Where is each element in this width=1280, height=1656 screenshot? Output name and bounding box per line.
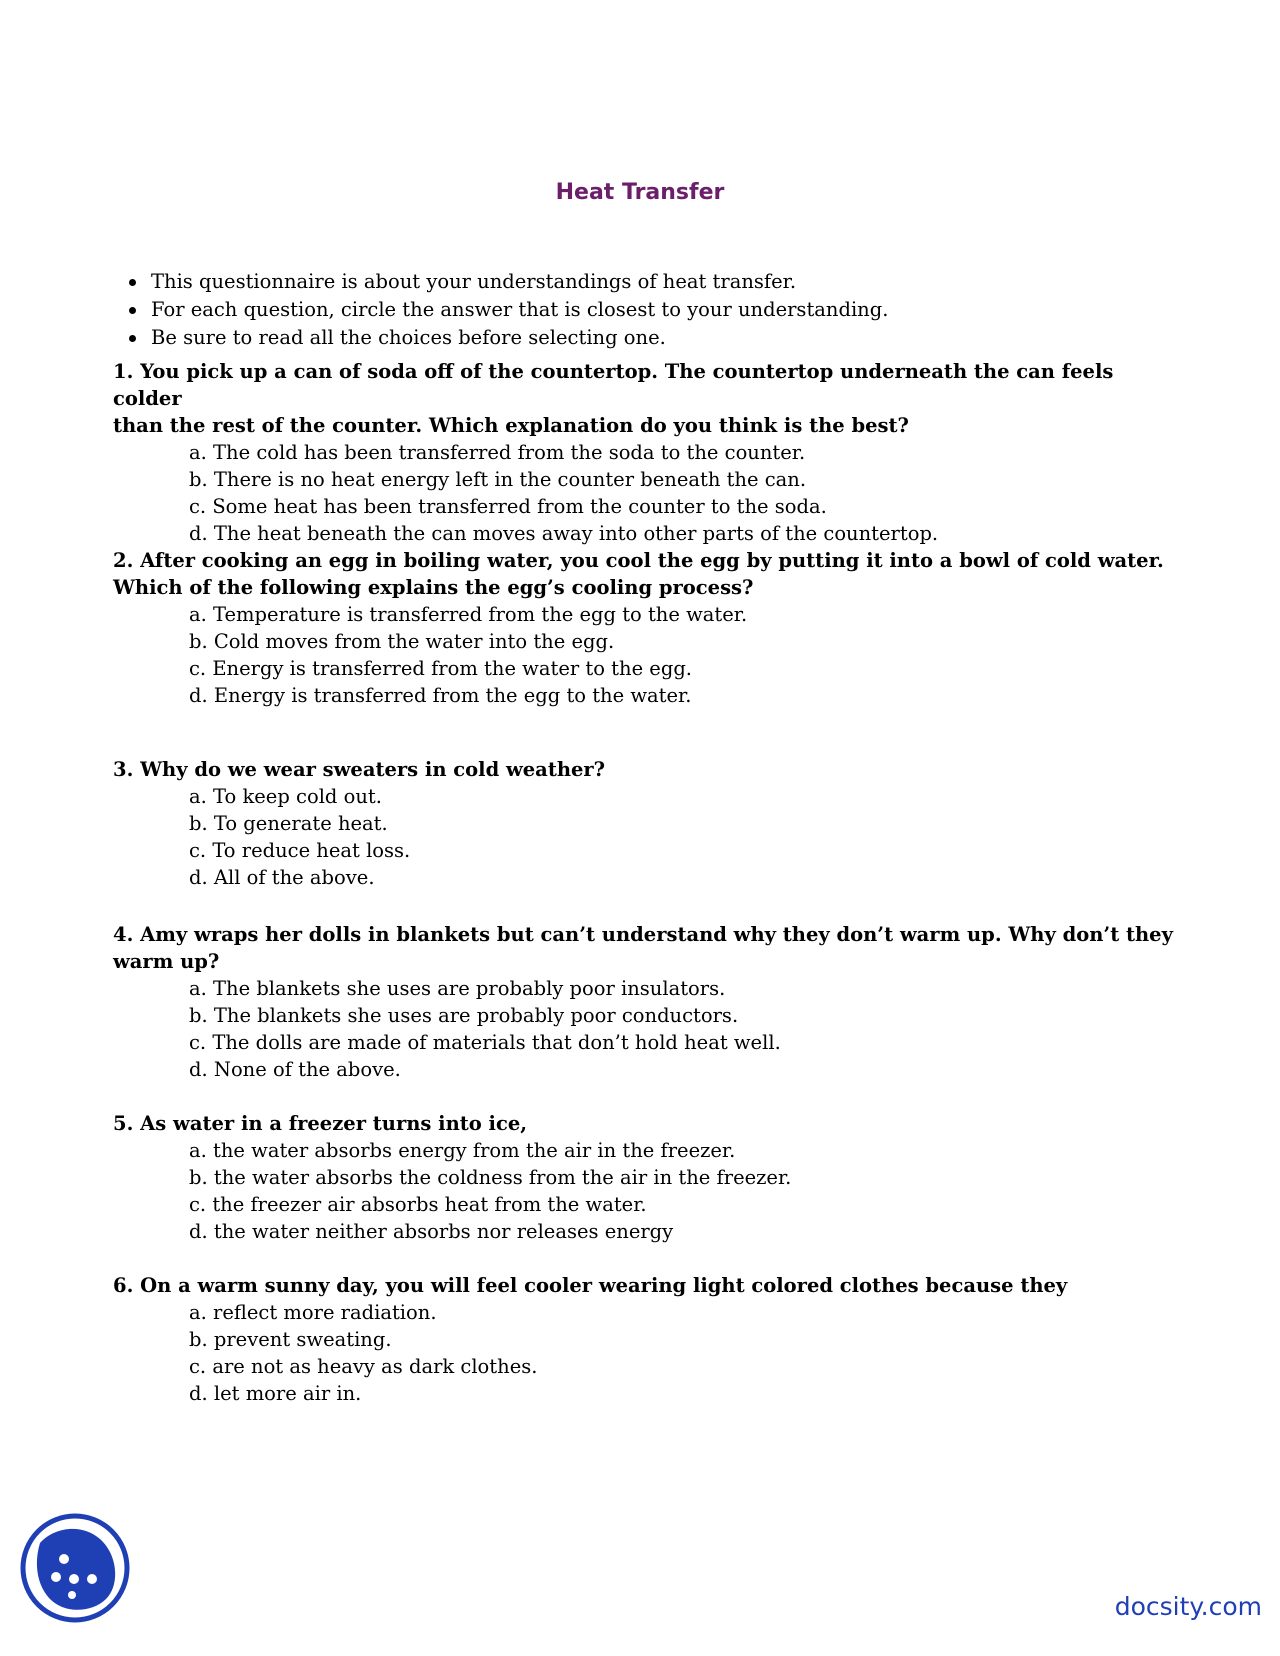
page-title: Heat Transfer [555,180,725,205]
question-stem: 1. You pick up a can of soda off of the countertop. The countertop underneath the can feels colder than the rest of the counter. Which explanation do you think is the best? [113,360,1114,437]
instruction-item: Be sure to read all the choices before selecting one. [129,324,888,352]
answer-option[interactable]: c. Energy is transferred from the water to the egg. [189,657,693,680]
answer-option[interactable]: c. The dolls are made of materials that don’t hold heat well. [189,1031,781,1054]
instructions-list [129,268,888,352]
question-stem: 5. As water in a freezer turns into ice, [113,1112,528,1135]
answer-option[interactable]: d. Energy is transferred from the egg to the water. [189,684,692,707]
answer-option[interactable]: a. The cold has been transferred from the soda to the counter. [189,441,806,464]
answer-options [113,439,1173,547]
answer-option[interactable]: b. There is no heat energy left in the counter beneath the can. [189,468,807,491]
question-2 [113,547,1173,709]
answer-option[interactable]: c. To reduce heat loss. [189,839,411,862]
question-stem: 6. On a warm sunny day, you will feel cooler wearing light colored clothes because they [113,1274,1068,1297]
answer-option[interactable]: a. the water absorbs energy from the air in the freezer. [189,1139,736,1162]
answer-option[interactable]: c. the freezer air absorbs heat from the water. [189,1193,647,1216]
docsity-logo-icon [20,1513,130,1623]
question-3 [113,756,1173,891]
answer-option[interactable]: b. Cold moves from the water into the egg. [189,630,615,653]
answer-option[interactable]: b. the water absorbs the coldness from the air in the freezer. [189,1166,792,1189]
answer-option[interactable]: a. Temperature is transferred from the egg to the water. [189,603,748,626]
docsity-logo-icon[interactable] [20,1513,130,1623]
answer-option[interactable]: d. All of the above. [189,866,375,889]
question-5 [113,1110,1173,1245]
question-6 [113,1272,1173,1407]
answer-options [113,601,1173,709]
answer-option[interactable]: c. are not as heavy as dark clothes. [189,1355,538,1378]
brand-link[interactable]: docsity.com [1114,1592,1262,1621]
answer-option[interactable]: a. reflect more radiation. [189,1301,437,1324]
answer-options [113,783,1173,891]
answer-option[interactable]: b. To generate heat. [189,812,388,835]
answer-options [113,975,1173,1083]
answer-option[interactable]: b. The blankets she uses are probably poor conductors. [189,1004,739,1027]
answer-option[interactable]: d. None of the above. [189,1058,401,1081]
answer-option[interactable]: c. Some heat has been transferred from the counter to the soda. [189,495,827,518]
instruction-item: For each question, circle the answer that is closest to your understanding. [129,296,888,324]
answer-option[interactable]: b. prevent sweating. [189,1328,392,1351]
answer-option[interactable]: d. the water neither absorbs nor releases energy [189,1220,674,1243]
answer-option[interactable]: d. let more air in. [189,1382,362,1405]
answer-options [113,1137,1173,1245]
question-stem: 3. Why do we wear sweaters in cold weather? [113,758,606,781]
answer-option[interactable]: d. The heat beneath the can moves away into other parts of the countertop. [189,522,939,545]
answer-options [113,1299,1173,1407]
instruction-item: This questionnaire is about your understandings of heat transfer. [129,268,888,296]
answer-option[interactable]: a. To keep cold out. [189,785,382,808]
question-stem: 2. After cooking an egg in boiling water, you cool the egg by putting it into a bowl of cold water. Which of the following explains the egg’s cooling process? [113,549,1164,599]
answer-option[interactable]: a. The blankets she uses are probably poor insulators. [189,977,726,1000]
question-4 [113,921,1173,1083]
question-1 [113,358,1173,547]
question-stem: 4. Amy wraps her dolls in blankets but can’t understand why they don’t warm up. Why don’t they warm up? [113,923,1173,973]
